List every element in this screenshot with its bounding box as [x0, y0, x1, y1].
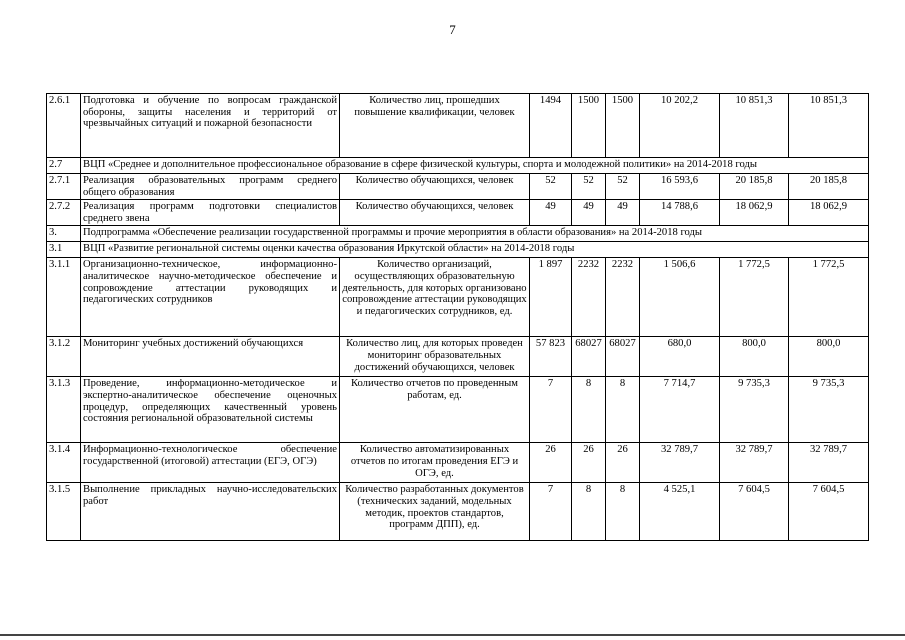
row-code: 2.6.1: [47, 94, 81, 158]
row-code: 2.7.1: [47, 174, 81, 200]
indicator-value-2: 49: [572, 200, 606, 226]
table-row: [47, 377, 869, 443]
activity-name: Информационно-технологическое обеспечение государственной (итоговой) аттестации (ЕГЭ, ОГЭ): [81, 443, 340, 483]
table-row: [47, 200, 869, 226]
table-row: [47, 337, 869, 377]
indicator-value-1: 1494: [530, 94, 572, 158]
program-table: [46, 93, 869, 541]
table-row: [47, 483, 869, 541]
table-body: [47, 94, 869, 541]
funding-3: 1 772,5: [789, 258, 869, 337]
indicator-value-3: 2232: [606, 258, 640, 337]
indicator-value-3: 49: [606, 200, 640, 226]
funding-1: 680,0: [640, 337, 720, 377]
row-code: 2.7.2: [47, 200, 81, 226]
section-row: [47, 158, 869, 174]
funding-3: 32 789,7: [789, 443, 869, 483]
indicator-value-1: 49: [530, 200, 572, 226]
indicator-value-2: 8: [572, 377, 606, 443]
funding-1: 32 789,7: [640, 443, 720, 483]
funding-1: 14 788,6: [640, 200, 720, 226]
activity-name: Выполнение прикладных научно-исследовательских работ: [81, 483, 340, 541]
row-code: 3.: [47, 226, 81, 242]
funding-1: 16 593,6: [640, 174, 720, 200]
indicator-value-1: 7: [530, 483, 572, 541]
indicator-value-1: 26: [530, 443, 572, 483]
indicator-value-3: 8: [606, 483, 640, 541]
section-title: Подпрограмма «Обеспечение реализации государственной программы и прочие мероприятия в области образования» на 2014-2018 годы: [81, 226, 869, 242]
funding-3: 20 185,8: [789, 174, 869, 200]
indicator: Количество лиц, для которых проведен мониторинг образовательных достижений обучающихся, человек: [340, 337, 530, 377]
row-code: 3.1.4: [47, 443, 81, 483]
activity-name: Подготовка и обучение по вопросам гражданской обороны, защиты населения и территорий от чрезвычайных ситуаций и пожарной безопасности: [81, 94, 340, 158]
funding-1: 1 506,6: [640, 258, 720, 337]
section-row: [47, 242, 869, 258]
funding-3: 800,0: [789, 337, 869, 377]
bottom-rule: [0, 634, 905, 636]
funding-2: 20 185,8: [720, 174, 789, 200]
funding-3: 10 851,3: [789, 94, 869, 158]
indicator-value-1: 52: [530, 174, 572, 200]
funding-2: 18 062,9: [720, 200, 789, 226]
funding-2: 800,0: [720, 337, 789, 377]
row-code: 3.1.2: [47, 337, 81, 377]
page-number: 7: [449, 22, 456, 37]
row-code: 3.1.5: [47, 483, 81, 541]
indicator-value-1: 57 823: [530, 337, 572, 377]
indicator-value-2: 2232: [572, 258, 606, 337]
indicator-value-2: 52: [572, 174, 606, 200]
indicator-value-3: 68027: [606, 337, 640, 377]
indicator-value-2: 68027: [572, 337, 606, 377]
funding-2: 10 851,3: [720, 94, 789, 158]
activity-name: Реализация программ подготовки специалистов среднего звена: [81, 200, 340, 226]
indicator-value-3: 52: [606, 174, 640, 200]
section-row: [47, 226, 869, 242]
indicator-value-1: 1 897: [530, 258, 572, 337]
indicator: Количество обучающихся, человек: [340, 200, 530, 226]
indicator: Количество организаций, осуществляющих образовательную деятельность, для которых организовано сопровождение аттестации руководящих и педагогических сотрудников, ед.: [340, 258, 530, 337]
table-row: [47, 94, 869, 158]
indicator: Количество лиц, прошедших повышение квалификации, человек: [340, 94, 530, 158]
funding-3: 9 735,3: [789, 377, 869, 443]
funding-2: 7 604,5: [720, 483, 789, 541]
activity-name: Проведение, информационно-методическое и экспертно-аналитическое обеспечение оценочных процедур, определяющих качественный уровень состояния региональной образовательной системы: [81, 377, 340, 443]
table-row: [47, 258, 869, 337]
indicator: Количество автоматизированных отчетов по итогам проведения ЕГЭ и ОГЭ, ед.: [340, 443, 530, 483]
indicator-value-2: 26: [572, 443, 606, 483]
funding-3: 7 604,5: [789, 483, 869, 541]
funding-1: 4 525,1: [640, 483, 720, 541]
funding-2: 1 772,5: [720, 258, 789, 337]
indicator: Количество разработанных документов (технических заданий, модельных методик, проектов стандартов, программ ДПП), ед.: [340, 483, 530, 541]
indicator-value-2: 1500: [572, 94, 606, 158]
funding-2: 9 735,3: [720, 377, 789, 443]
funding-3: 18 062,9: [789, 200, 869, 226]
table-row: [47, 443, 869, 483]
activity-name: Реализация образовательных программ среднего общего образования: [81, 174, 340, 200]
indicator-value-2: 8: [572, 483, 606, 541]
activity-name: Организационно-техническое, информационно-аналитическое научно-методическое обеспечение и сопровождение аттестации руководящих и педагогических сотрудников: [81, 258, 340, 337]
section-title: ВЦП «Среднее и дополнительное профессиональное образование в сфере физической культуры, спорта и молодежной политики» на 2014-2018 годы: [81, 158, 869, 174]
row-code: 2.7: [47, 158, 81, 174]
activity-name: Мониторинг учебных достижений обучающихся: [81, 337, 340, 377]
indicator-value-3: 26: [606, 443, 640, 483]
row-code: 3.1.3: [47, 377, 81, 443]
table-row: [47, 174, 869, 200]
indicator-value-3: 8: [606, 377, 640, 443]
funding-1: 10 202,2: [640, 94, 720, 158]
funding-1: 7 714,7: [640, 377, 720, 443]
row-code: 3.1: [47, 242, 81, 258]
indicator-value-1: 7: [530, 377, 572, 443]
indicator-value-3: 1500: [606, 94, 640, 158]
indicator: Количество обучающихся, человек: [340, 174, 530, 200]
section-title: ВЦП «Развитие региональной системы оценки качества образования Иркутской области» на 2014-2018 годы: [81, 242, 869, 258]
funding-2: 32 789,7: [720, 443, 789, 483]
indicator: Количество отчетов по проведенным работам, ед.: [340, 377, 530, 443]
row-code: 3.1.1: [47, 258, 81, 337]
